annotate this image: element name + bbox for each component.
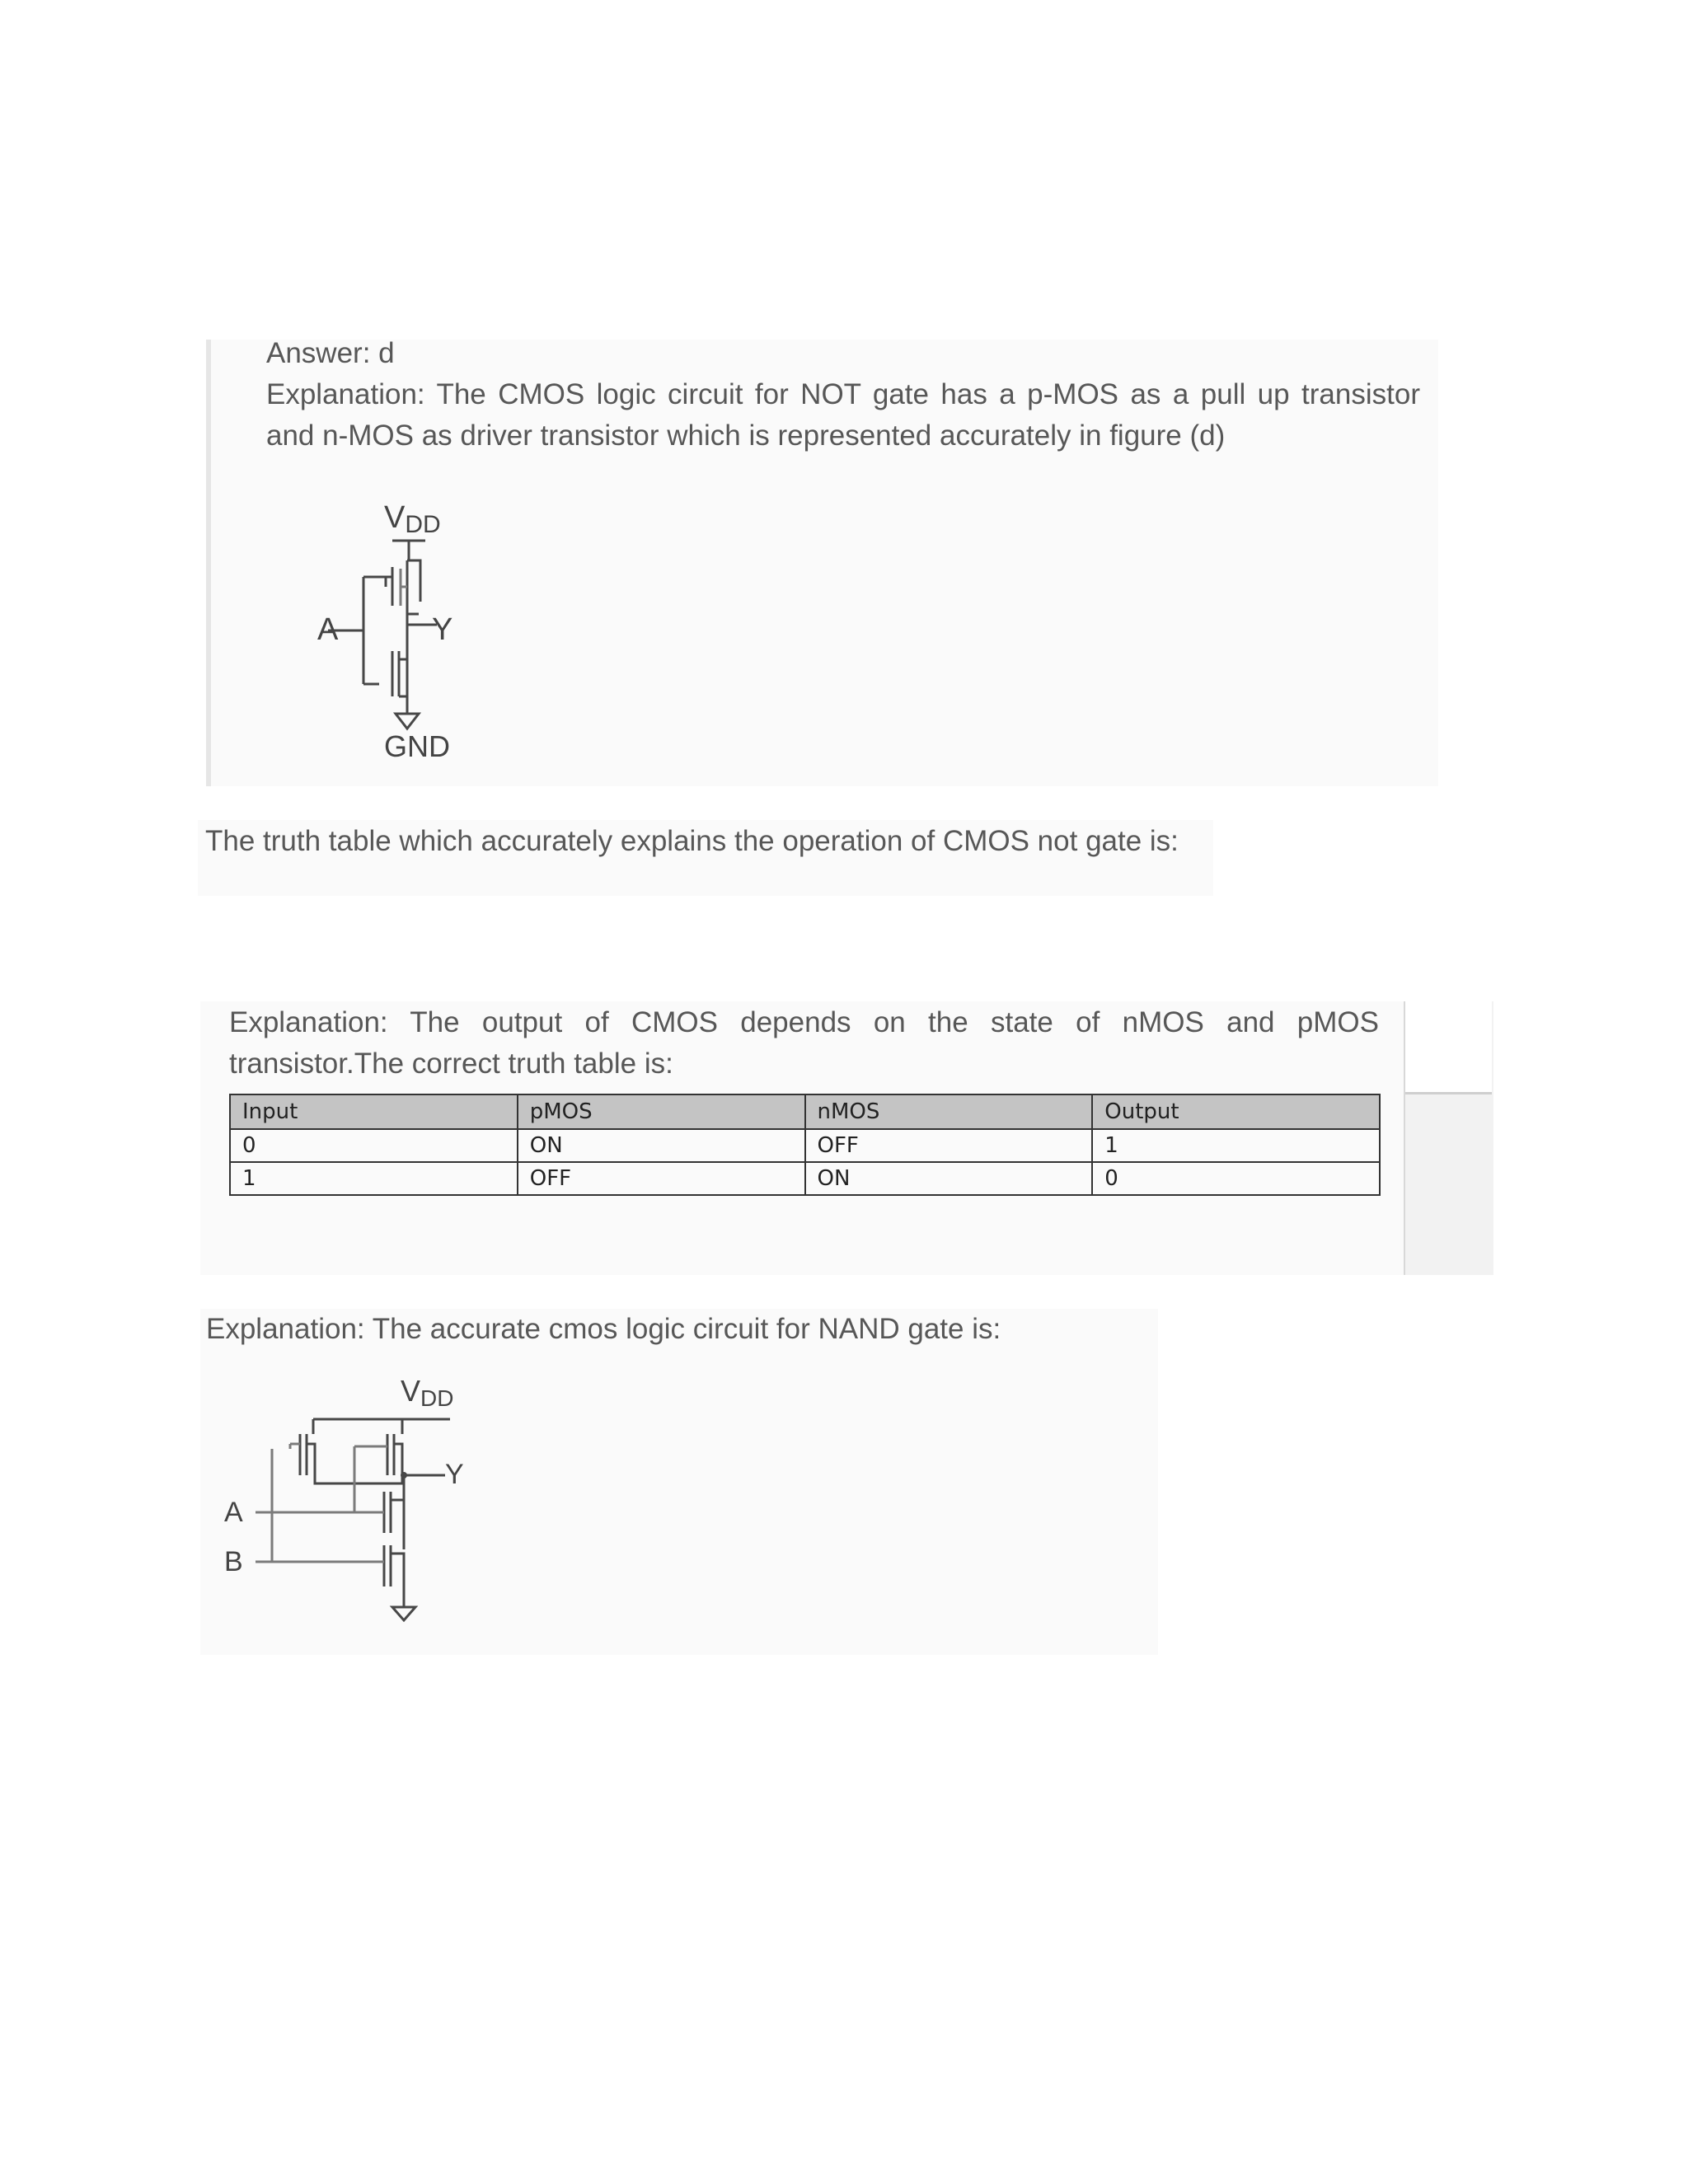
cell-pmos: OFF: [518, 1162, 805, 1195]
not-input-a-label: A: [317, 612, 339, 647]
nand-input-b-label: B: [224, 1546, 243, 1577]
not-gate-explanation-line2: and n-MOS as driver transistor which is represented accurately in figure (d): [266, 419, 1226, 452]
truth-table-question: The truth table which accurately explains the operation of CMOS not gate is:: [205, 825, 1179, 857]
answer-label: Answer: d: [266, 337, 395, 369]
nand-input-a-label: A: [224, 1497, 243, 1528]
not-gate-explanation-line1: Explanation: The CMOS logic circuit for NOT gate has a p-MOS as a pull up transistor: [266, 378, 1420, 410]
header-nmos: nMOS: [805, 1094, 1093, 1129]
nand-explanation: Explanation: The accurate cmos logic circuit for NAND gate is:: [206, 1313, 1001, 1345]
not-output-y-label: Y: [432, 612, 453, 647]
header-pmos: pMOS: [518, 1094, 805, 1129]
truth-table-explanation-line1: Explanation: The output of CMOS depends on the state of nMOS and pMOS: [229, 1006, 1379, 1038]
header-output: Output: [1092, 1094, 1380, 1129]
not-gnd-label: GND: [384, 729, 450, 763]
cell-nmos: ON: [805, 1162, 1093, 1195]
nand-vdd-label: VDD: [401, 1374, 454, 1411]
header-input: Input: [230, 1094, 518, 1129]
truth-table-explanation-line2: transistor.The correct truth table is:: [229, 1047, 673, 1080]
output-node-dot: [401, 1472, 407, 1479]
cell-input: 0: [230, 1129, 518, 1162]
cell-nmos: OFF: [805, 1129, 1093, 1162]
cell-input: 1: [230, 1162, 518, 1195]
nand-output-y-label: Y: [445, 1459, 464, 1490]
cell-pmos: ON: [518, 1129, 805, 1162]
not-vdd-label: VDD: [384, 500, 441, 538]
cell-output: 1: [1092, 1129, 1380, 1162]
cell-output: 0: [1092, 1162, 1380, 1195]
